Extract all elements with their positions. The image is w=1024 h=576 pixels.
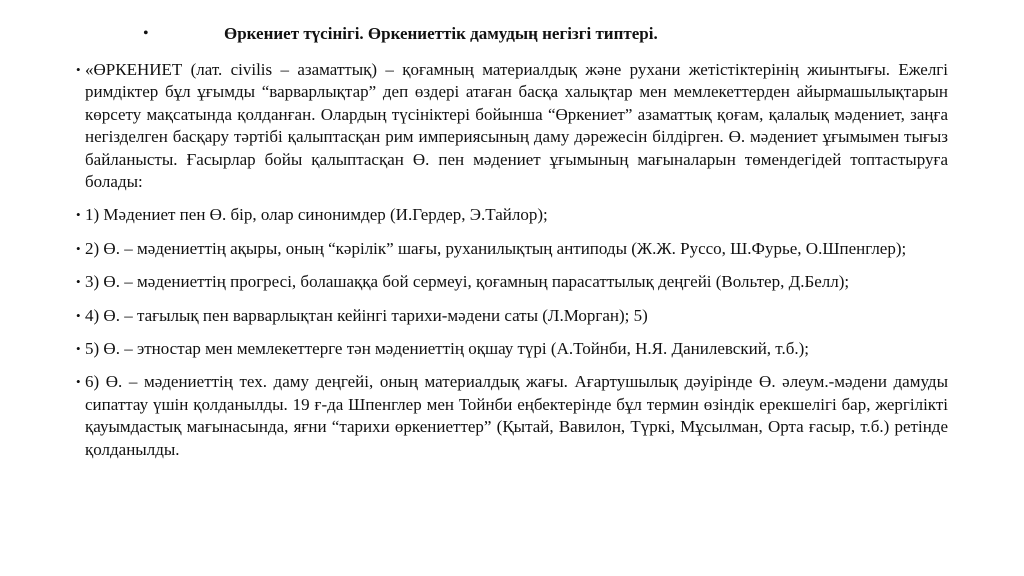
slide-content xyxy=(76,59,948,472)
slide-title: Өркениет түсінігі. Өркениеттік дамудың негізгі типтері. xyxy=(224,24,658,43)
paragraph-text: 6) Ө. – мәдениеттің тех. даму деңгейі, оның материалдық жағы. Ағартушылық дәуірінде Ө. әлеум.-мәдени дамуды сипаттау үшін қолданылды. 19 ғ-да Шпенглер мен Тойнби еңбектерінде бұл термин өзіндік ерекшелігі бар, жергілікті қауымдастық мағынасында, яғни “тарихи өркениеттер” (Қытай, Вавилон, Түркі, Мұсылман, Орта ғасыр, т.б.) ретінде қолданылды. xyxy=(85,372,948,459)
title-row xyxy=(0,22,1024,46)
paragraph-item-5 xyxy=(76,338,948,360)
title-bullet: • xyxy=(143,25,149,42)
bullet-dot: • xyxy=(76,374,81,390)
paragraph-item-4 xyxy=(76,305,948,327)
paragraph-text: 2) Ө. – мәдениеттің ақыры, оның “кәрілік” шағы, руханилықтың антиподы (Ж.Ж. Руссо, Ш.Фурье, О.Шпенглер); xyxy=(85,238,907,258)
bullet-dot: • xyxy=(76,307,81,323)
paragraph-item-3 xyxy=(76,271,948,293)
bullet-dot: • xyxy=(76,240,81,256)
paragraph-item-1 xyxy=(76,204,948,226)
paragraph-text: 4) Ө. – тағылық пен варварлықтан кейінгі тарихи-мәдени саты (Л.Морган); 5) xyxy=(85,305,648,325)
paragraph-item-2 xyxy=(76,238,948,260)
bullet-dot: • xyxy=(76,274,81,290)
paragraph-text: 1) Мәдениет пен Ө. бір, олар синонимдер (И.Гердер, Э.Тайлор); xyxy=(85,205,548,225)
paragraph-text: 5) Ө. – этностар мен мемлекеттерге тән мәдениеттің оқшау түрі (А.Тойнби, Н.Я. Данилевский, т.б.); xyxy=(85,339,809,359)
bullet-dot: • xyxy=(76,207,81,223)
paragraph-definition xyxy=(76,59,948,193)
bullet-dot: • xyxy=(76,341,81,357)
paragraph-text: 3) Ө. – мәдениеттің прогресі, болашаққа бой сермеуі, қоғамның парасаттылық деңгейі (Вольтер, Д.Белл); xyxy=(85,272,850,292)
paragraph-text: «ӨРКЕНИЕТ (лат. civilis – азаматтық) – қоғамның материалдық және рухани жетістіктерінің жиынтығы. Ежелгі римдіктер бұл ұғымды “варварлықтар” деп өздері атаған басқа халықтар мен мемлекеттерден айырмашылықтарын көрсету мақсатында қолданған. Олардың түсініктері бойынша “Өркениет” азаматтық қоғам, қалалық мәдениет, заңға негізделген басқару тәртібі қалыптасқан рим империясының даму дәрежесін білдірген. Ө. мәдениет ұғымымен тығыз байланысты. Ғасырлар бойы қалыптасқан Ө. пен мәдениет ұғымының мағыналарын төмендегідей топтастыруға болады: xyxy=(85,60,948,192)
paragraph-item-6 xyxy=(76,371,948,461)
bullet-dot: • xyxy=(76,62,81,77)
